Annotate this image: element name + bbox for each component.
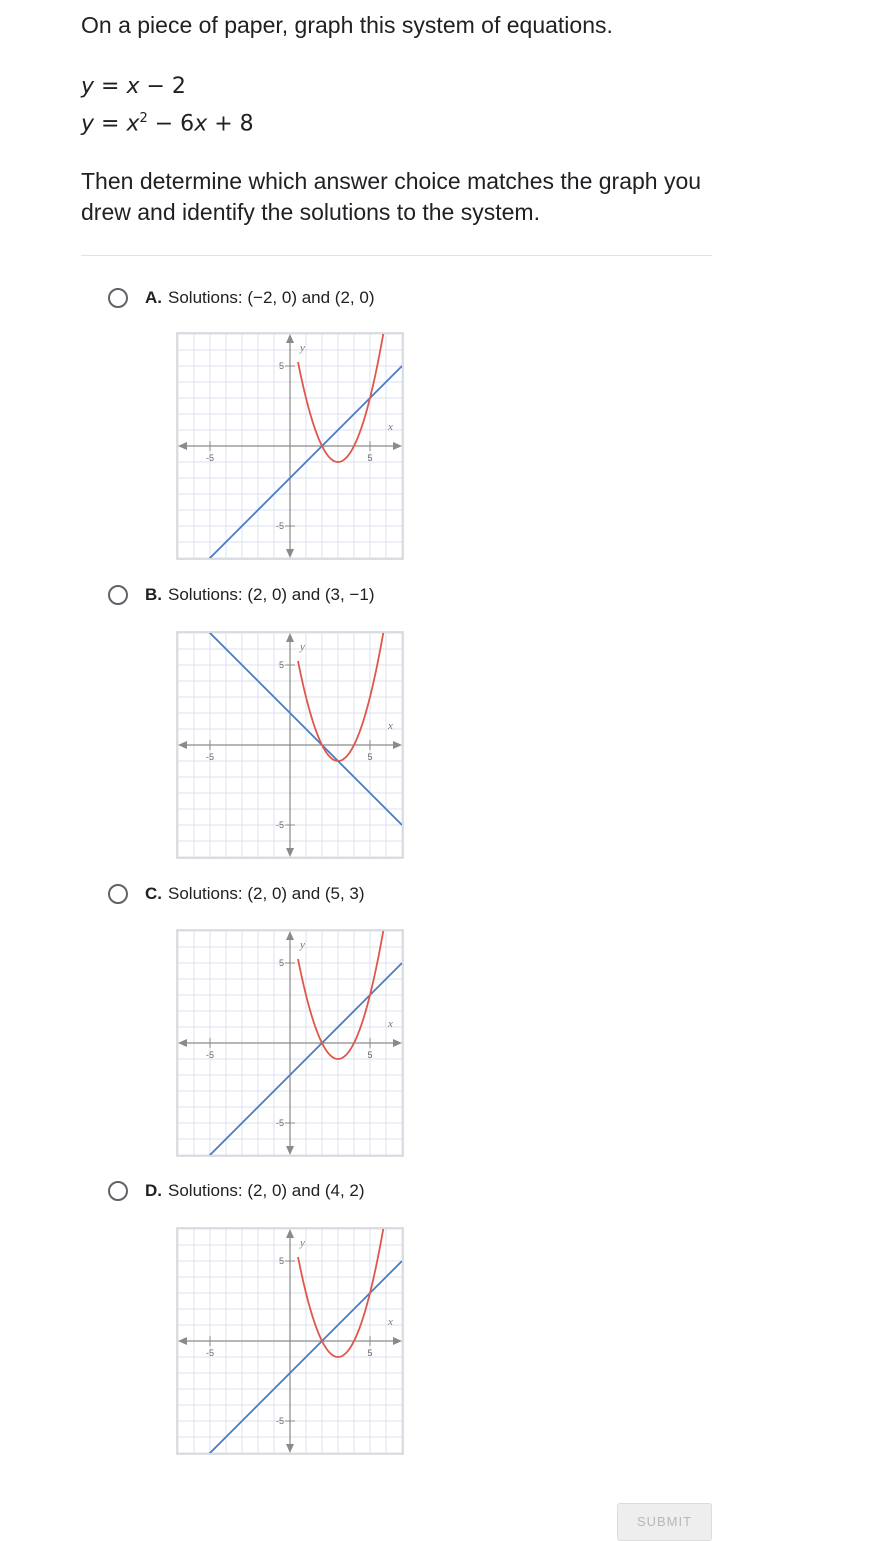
eq2-exponent: 2 xyxy=(139,111,148,126)
y-axis-label: y xyxy=(300,1237,305,1249)
choice-d[interactable] xyxy=(108,1181,365,1201)
radio-button-d[interactable] xyxy=(108,1181,128,1201)
eq1-lhs: y xyxy=(81,74,95,99)
eq2-rest2: + 8 xyxy=(207,111,254,137)
radio-button-a[interactable] xyxy=(108,288,128,308)
eq2-x: x xyxy=(126,111,140,137)
radio-button-b[interactable] xyxy=(108,585,128,605)
y-tick-label-neg5: -5 xyxy=(275,1118,284,1128)
x-axis-label: x xyxy=(388,1018,393,1030)
choice-b[interactable] xyxy=(108,585,374,605)
choice-d-letter: D. xyxy=(145,1181,162,1200)
divider xyxy=(81,255,712,256)
question-prompt xyxy=(81,10,721,41)
y-tick-label-5: 5 xyxy=(278,361,284,371)
y-tick-label-5: 5 xyxy=(278,1256,284,1266)
eq1-rest: − 2 xyxy=(139,74,186,99)
choice-c[interactable] xyxy=(108,884,365,904)
choice-d-text: Solutions: (2, 0) and (4, 2) xyxy=(168,1181,365,1200)
eq2-eq: = xyxy=(94,111,127,137)
choice-b-letter: B. xyxy=(145,585,162,604)
graph-a xyxy=(176,332,404,560)
prompt-text: On a piece of paper, graph this system of equations. xyxy=(81,12,613,38)
choice-c-letter: C. xyxy=(145,884,162,903)
choice-a-text: Solutions: (−2, 0) and (2, 0) xyxy=(168,288,375,307)
eq2-rest1: − 6 xyxy=(147,111,195,137)
y-tick-label-neg5: -5 xyxy=(275,820,284,830)
graph-c xyxy=(176,929,404,1157)
eq1-var: x xyxy=(126,74,140,99)
x-tick-label-neg5: -5 xyxy=(205,453,215,463)
graph-d xyxy=(176,1227,404,1455)
x-tick-label-5: 5 xyxy=(367,1050,373,1060)
equation-1 xyxy=(81,74,186,100)
y-tick-label-5: 5 xyxy=(278,660,284,670)
eq1-eq: = xyxy=(94,74,127,99)
x-tick-label-neg5: -5 xyxy=(205,752,215,762)
x-axis-label: x xyxy=(388,421,393,433)
radio-button-c[interactable] xyxy=(108,884,128,904)
x-tick-label-5: 5 xyxy=(367,752,373,762)
submit-button[interactable]: SUBMIT xyxy=(617,1503,712,1541)
y-axis-label: y xyxy=(300,342,305,354)
choice-a-letter: A. xyxy=(145,288,162,307)
x-axis-label: x xyxy=(388,1316,393,1328)
choice-b-text: Solutions: (2, 0) and (3, −1) xyxy=(168,585,375,604)
choice-a[interactable] xyxy=(108,288,374,308)
y-axis-label: y xyxy=(300,641,305,653)
x-axis-label: x xyxy=(388,720,393,732)
eq2-x2: x xyxy=(194,111,208,137)
eq2-lhs: y xyxy=(81,111,95,137)
x-tick-label-neg5: -5 xyxy=(205,1050,215,1060)
y-tick-label-5: 5 xyxy=(278,958,284,968)
graph-b xyxy=(176,631,404,859)
y-tick-label-neg5: -5 xyxy=(275,1416,284,1426)
choice-c-text: Solutions: (2, 0) and (5, 3) xyxy=(168,884,365,903)
y-axis-label: y xyxy=(300,939,305,951)
x-tick-label-5: 5 xyxy=(367,453,373,463)
x-tick-label-neg5: -5 xyxy=(205,1348,215,1358)
y-tick-label-neg5: -5 xyxy=(275,521,284,531)
equation-2 xyxy=(81,106,254,137)
instructions-text: Then determine which answer choice matches the graph you drew and identify the solutions to the system. xyxy=(81,168,702,225)
x-tick-label-5: 5 xyxy=(367,1348,373,1358)
